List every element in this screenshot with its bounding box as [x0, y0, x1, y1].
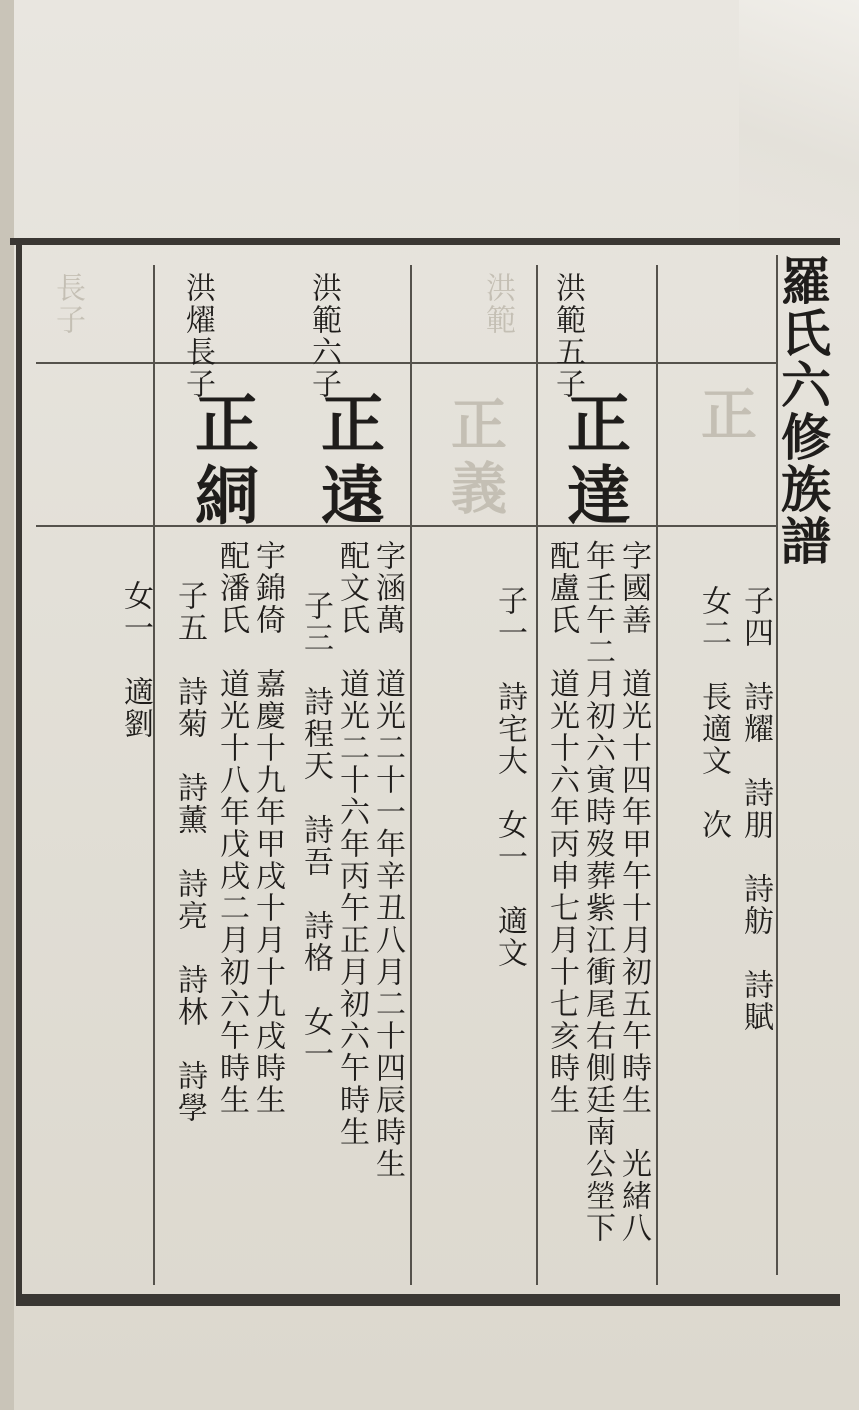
- column-divider: [153, 265, 155, 1285]
- entry-detail: 子三 詩程天 詩吾 詩格 女一: [298, 590, 333, 1070]
- entry-detail: 字國善 道光十四年甲午十月初五午時生 光緒八: [616, 540, 651, 1244]
- entry-detail: 子一 詩宅大 女一 適文: [492, 585, 527, 969]
- column-divider: [536, 265, 538, 1285]
- bleed-through-text: 正義: [442, 395, 508, 523]
- entry-detail: 字涵萬 道光二十一年辛丑八月二十四辰時生: [370, 540, 405, 1180]
- bleed-through-text: 洪範: [480, 272, 515, 336]
- entry-detail: 子五 詩菊 詩薰 詩亮 詩林 詩學: [172, 580, 207, 1124]
- margin-title: 羅氏六修族譜: [773, 255, 832, 567]
- page-fold: [739, 0, 859, 240]
- entry-name: 正絧: [184, 390, 259, 534]
- entry-detail: 女一 適劉: [118, 580, 153, 740]
- entry-detail: 年壬午二月初六寅時歿葬紫江衝尾右側廷南公塋下: [580, 540, 615, 1244]
- frame-top-border: [10, 238, 840, 245]
- left-page-edge: [0, 0, 14, 1410]
- entry-detail: 配文氏 道光二十六年丙午正月初六午時生: [334, 540, 369, 1148]
- entry-header: 洪燿長子: [180, 272, 215, 400]
- entry-name: 正遠: [310, 390, 385, 534]
- header-rule: [36, 362, 776, 364]
- frame-left-border: [16, 238, 22, 1306]
- bleed-through-text: 正: [692, 385, 758, 449]
- entry-detail: 女二 長適文 次: [696, 585, 731, 841]
- frame-bottom-border: [22, 1294, 840, 1306]
- entry-detail: 配潘氏 道光十八年戊戌二月初六午時生: [214, 540, 249, 1116]
- entry-header: 洪範五子: [550, 272, 585, 400]
- bleed-through-text: 長子: [50, 272, 85, 336]
- entry-header: 洪範六子: [306, 272, 341, 400]
- entry-name: 正達: [556, 390, 631, 534]
- column-divider: [656, 265, 658, 1285]
- entry-detail: 宇錦倚 嘉慶十九年甲戌十月十九戌時生: [250, 540, 285, 1116]
- column-divider: [410, 265, 412, 1285]
- entry-detail: 子四 詩耀 詩朋 詩舫 詩賦: [738, 585, 773, 1033]
- name-rule: [36, 525, 776, 527]
- entry-detail: 配盧氏 道光十六年丙申七月十七亥時生: [544, 540, 579, 1116]
